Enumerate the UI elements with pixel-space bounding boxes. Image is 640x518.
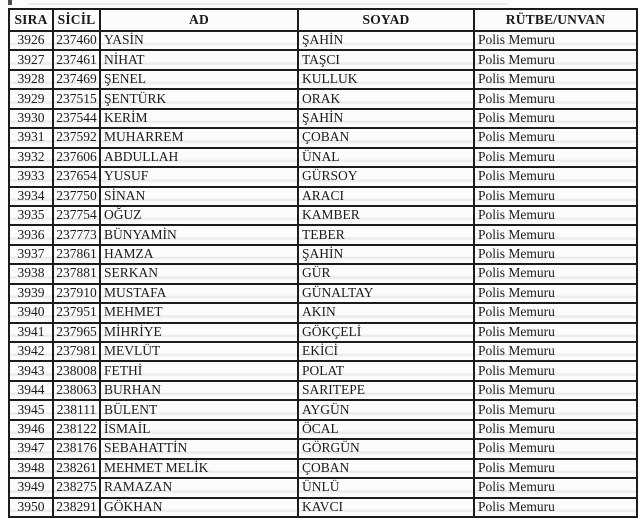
cell-ad: YASİN	[100, 31, 298, 50]
cell-sicil: 237515	[53, 89, 100, 108]
table-row	[9, 459, 637, 478]
cell-soyad: ÇOBAN	[298, 128, 474, 147]
cell-rutbe: Polis Memuru	[474, 342, 637, 361]
table-row	[9, 303, 637, 322]
cell-soyad: GÖRGÜN	[298, 439, 474, 458]
cell-rutbe: Polis Memuru	[474, 264, 637, 283]
col-header-ad: AD	[100, 9, 298, 31]
cell-ad: NİHAT	[100, 50, 298, 69]
cell-ad: BÜLENT	[100, 400, 298, 419]
col-header-sicil: SİCİL	[53, 9, 100, 31]
cell-sira: 3944	[9, 381, 53, 400]
cell-ad: MUSTAFA	[100, 284, 298, 303]
cell-rutbe: Polis Memuru	[474, 459, 637, 478]
cell-ad: ŞENTÜRK	[100, 89, 298, 108]
col-header-soyad: SOYAD	[298, 9, 474, 31]
cell-sicil: 238111	[53, 400, 100, 419]
cell-ad: BURHAN	[100, 381, 298, 400]
table-row	[9, 284, 637, 303]
cell-soyad: ÖCAL	[298, 420, 474, 439]
cell-soyad: TEBER	[298, 225, 474, 244]
cell-ad: FETHİ	[100, 361, 298, 380]
col-header-sira: SIRA	[9, 9, 53, 31]
table-row	[9, 323, 637, 342]
cell-rutbe: Polis Memuru	[474, 361, 637, 380]
cell-sira: 3930	[9, 109, 53, 128]
table-row	[9, 245, 637, 264]
cell-rutbe: Polis Memuru	[474, 31, 637, 50]
col-header-rutbe: RÜTBE/UNVAN	[474, 9, 637, 31]
table-row	[9, 50, 637, 69]
cell-sicil: 237461	[53, 50, 100, 69]
cell-sira: 3942	[9, 342, 53, 361]
cell-soyad: AKIN	[298, 303, 474, 322]
table-row	[9, 439, 637, 458]
cell-sira: 3929	[9, 89, 53, 108]
table-row	[9, 342, 637, 361]
cell-sicil: 237861	[53, 245, 100, 264]
cell-sira: 3926	[9, 31, 53, 50]
table-row	[9, 225, 637, 244]
cell-soyad: ÜNLÜ	[298, 478, 474, 497]
cell-ad: ABDULLAH	[100, 148, 298, 167]
cell-sira: 3938	[9, 264, 53, 283]
cell-sicil: 237881	[53, 264, 100, 283]
cell-sicil: 238063	[53, 381, 100, 400]
cell-sira: 3931	[9, 128, 53, 147]
cell-sira: 3927	[9, 50, 53, 69]
table-row	[9, 264, 637, 283]
cell-sicil: 237460	[53, 31, 100, 50]
cell-ad: KERİM	[100, 109, 298, 128]
cell-rutbe: Polis Memuru	[474, 245, 637, 264]
cell-soyad: SARITEPE	[298, 381, 474, 400]
table-row	[9, 89, 637, 108]
cell-rutbe: Polis Memuru	[474, 381, 637, 400]
cell-soyad: POLAT	[298, 361, 474, 380]
cell-sicil: 238122	[53, 420, 100, 439]
cell-rutbe: Polis Memuru	[474, 109, 637, 128]
cell-rutbe: Polis Memuru	[474, 89, 637, 108]
cell-sira: 3945	[9, 400, 53, 419]
cell-soyad: TAŞCI	[298, 50, 474, 69]
cell-sira: 3933	[9, 167, 53, 186]
cell-soyad: GÜRSOY	[298, 167, 474, 186]
cell-ad: BÜNYAMİN	[100, 225, 298, 244]
cell-ad: GÖKHAN	[100, 498, 298, 517]
header-row	[9, 9, 637, 31]
cell-rutbe: Polis Memuru	[474, 284, 637, 303]
cell-sira: 3934	[9, 187, 53, 206]
table-row	[9, 361, 637, 380]
cell-sicil: 237773	[53, 225, 100, 244]
cell-sicil: 237469	[53, 70, 100, 89]
cell-sira: 3943	[9, 361, 53, 380]
table-row	[9, 206, 637, 225]
table-row	[9, 128, 637, 147]
cell-ad: HAMZA	[100, 245, 298, 264]
cell-sira: 3928	[9, 70, 53, 89]
cell-sicil: 237951	[53, 303, 100, 322]
cell-sicil: 237965	[53, 323, 100, 342]
cell-rutbe: Polis Memuru	[474, 50, 637, 69]
cell-sira: 3932	[9, 148, 53, 167]
cell-sicil: 237606	[53, 148, 100, 167]
cell-sira: 3949	[9, 478, 53, 497]
cell-rutbe: Polis Memuru	[474, 303, 637, 322]
cell-soyad: KAVCI	[298, 498, 474, 517]
cell-soyad: ŞAHİN	[298, 31, 474, 50]
cell-rutbe: Polis Memuru	[474, 225, 637, 244]
cell-ad: SERKAN	[100, 264, 298, 283]
cell-soyad: KULLUK	[298, 70, 474, 89]
cell-ad: YUSUF	[100, 167, 298, 186]
table-row	[9, 70, 637, 89]
cell-sira: 3940	[9, 303, 53, 322]
cell-rutbe: Polis Memuru	[474, 128, 637, 147]
cell-sira: 3946	[9, 420, 53, 439]
cell-ad: İSMAİL	[100, 420, 298, 439]
cell-soyad: ARACI	[298, 187, 474, 206]
cell-sicil: 237981	[53, 342, 100, 361]
cell-ad: SEBAHATTİN	[100, 439, 298, 458]
cell-soyad: AYGÜN	[298, 400, 474, 419]
scan-artifact-speck	[8, 0, 12, 5]
cell-sicil: 237592	[53, 128, 100, 147]
cell-ad: SİNAN	[100, 187, 298, 206]
cell-ad: ŞENEL	[100, 70, 298, 89]
cell-soyad: ORAK	[298, 89, 474, 108]
table-row	[9, 109, 637, 128]
cell-rutbe: Polis Memuru	[474, 70, 637, 89]
cell-soyad: GÜR	[298, 264, 474, 283]
cell-sicil: 238261	[53, 459, 100, 478]
table-row	[9, 187, 637, 206]
cell-sira: 3939	[9, 284, 53, 303]
cell-soyad: ÜNAL	[298, 148, 474, 167]
cell-soyad: GÖKÇELİ	[298, 323, 474, 342]
cell-sira: 3937	[9, 245, 53, 264]
cell-sira: 3936	[9, 225, 53, 244]
cell-rutbe: Polis Memuru	[474, 420, 637, 439]
cell-ad: MEHMET	[100, 303, 298, 322]
cell-soyad: ŞAHİN	[298, 109, 474, 128]
cell-soyad: KAMBER	[298, 206, 474, 225]
cell-sicil: 238291	[53, 498, 100, 517]
cell-sicil: 237654	[53, 167, 100, 186]
cell-rutbe: Polis Memuru	[474, 478, 637, 497]
cell-ad: RAMAZAN	[100, 478, 298, 497]
cell-rutbe: Polis Memuru	[474, 167, 637, 186]
cell-sira: 3950	[9, 498, 53, 517]
cell-ad: MUHARREM	[100, 128, 298, 147]
cell-sicil: 238008	[53, 361, 100, 380]
cell-sicil: 237754	[53, 206, 100, 225]
table-row	[9, 381, 637, 400]
personnel-table	[8, 8, 638, 518]
table-row	[9, 148, 637, 167]
cell-ad: MİHRİYE	[100, 323, 298, 342]
cell-ad: MEHMET MELİK	[100, 459, 298, 478]
cell-rutbe: Polis Memuru	[474, 206, 637, 225]
table-row	[9, 478, 637, 497]
cell-rutbe: Polis Memuru	[474, 400, 637, 419]
cell-soyad: ÇOBAN	[298, 459, 474, 478]
cell-rutbe: Polis Memuru	[474, 498, 637, 517]
cell-sicil: 237910	[53, 284, 100, 303]
table-row	[9, 31, 637, 50]
cell-sicil: 238176	[53, 439, 100, 458]
table-row	[9, 167, 637, 186]
scan-artifact-smudge	[28, 3, 508, 5]
cell-rutbe: Polis Memuru	[474, 148, 637, 167]
cell-sicil: 237544	[53, 109, 100, 128]
cell-ad: OĞUZ	[100, 206, 298, 225]
cell-sira: 3935	[9, 206, 53, 225]
table-row	[9, 420, 637, 439]
table-row	[9, 400, 637, 419]
cell-sicil: 238275	[53, 478, 100, 497]
table-row	[9, 498, 637, 517]
cell-sicil: 237750	[53, 187, 100, 206]
cell-sira: 3948	[9, 459, 53, 478]
cell-sira: 3947	[9, 439, 53, 458]
cell-soyad: ŞAHİN	[298, 245, 474, 264]
cell-sira: 3941	[9, 323, 53, 342]
cell-soyad: EKİCİ	[298, 342, 474, 361]
cell-ad: MEVLÜT	[100, 342, 298, 361]
cell-rutbe: Polis Memuru	[474, 187, 637, 206]
cell-rutbe: Polis Memuru	[474, 323, 637, 342]
cell-rutbe: Polis Memuru	[474, 439, 637, 458]
cell-soyad: GÜNALTAY	[298, 284, 474, 303]
